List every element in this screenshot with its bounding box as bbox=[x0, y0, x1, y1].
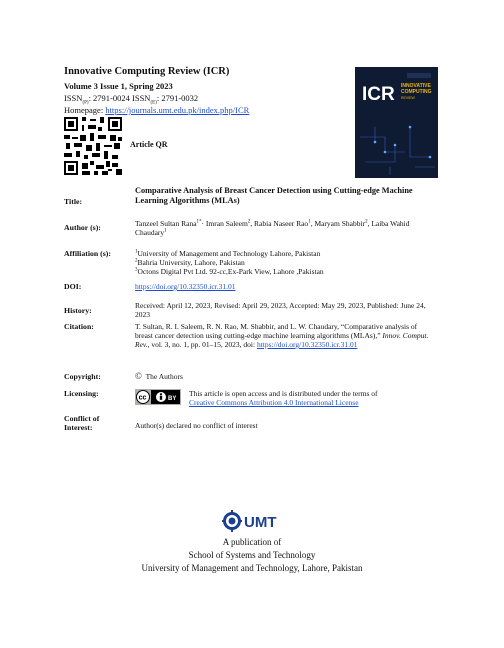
authors-list bbox=[135, 219, 435, 237]
journal-volume: Volume 3 Issue 1, Spring 2023 bbox=[64, 81, 173, 91]
licensing-text bbox=[189, 389, 439, 407]
copyright-icon: © bbox=[135, 371, 142, 381]
affiliation-row bbox=[64, 249, 444, 279]
license-link[interactable]: Creative Commons Attribution 4.0 International License bbox=[189, 398, 359, 407]
doi-link[interactable]: https://doi.org/10.32350.icr.31.01 bbox=[135, 282, 236, 291]
issn-e-sub: (E) bbox=[150, 100, 157, 106]
homepage-label: Homepage: bbox=[64, 105, 106, 115]
cover-line3: REVIEW bbox=[401, 96, 415, 100]
history-label: History: bbox=[64, 306, 92, 315]
citation-row bbox=[64, 322, 444, 364]
copyright-holder: The Authors bbox=[145, 372, 183, 381]
affiliation-item: $^1$University of Management and Technology Lahore, Pakistan bbox=[135, 249, 321, 258]
cover-line2: COMPUTING bbox=[401, 89, 432, 95]
affiliation-label: Affiliation (s): bbox=[64, 249, 111, 258]
doi-label: DOI: bbox=[64, 282, 82, 291]
licensing-terms: This article is open access and is distributed under the terms of bbox=[189, 389, 378, 398]
citation-label: Citation: bbox=[64, 322, 94, 331]
publisher-line3: University of Management and Technology, Lahore, Pakistan bbox=[141, 563, 363, 573]
issn-p: : 2791-0024 ISSN bbox=[88, 93, 151, 103]
title-label: Title: bbox=[64, 197, 83, 206]
qr-label: Article QR bbox=[130, 140, 168, 149]
journal-issn bbox=[64, 93, 198, 106]
author-name: , Laiba Wahid Chaudary bbox=[135, 219, 410, 237]
author-sup: 1 bbox=[308, 219, 311, 225]
affiliation-list bbox=[135, 249, 435, 276]
umt-logo-text: UMT bbox=[244, 514, 277, 531]
citation-post: , vol. 3, no. 1, pp. 01–15, 2023, doi: bbox=[147, 340, 257, 349]
licensing-row bbox=[64, 389, 444, 411]
citation-pre: T. Sultan, R. I. Saleem, R. N. Rao, M. Shabbir, and L. W. Chaudary, “Comparative analysis of breast cancer detection using cutting-edge machine learning algorithms (MLAs),” bbox=[135, 322, 418, 340]
affiliation-item: $^3$Octons Digital Pvt Ltd. 92-cc,Ex-Park View, Lahore ,Pakistan bbox=[135, 267, 324, 276]
author-name: · Imran Saleem bbox=[201, 219, 248, 228]
copyright-label: Copyright: bbox=[64, 372, 101, 381]
journal-cover-image bbox=[355, 67, 438, 178]
history-row bbox=[64, 301, 444, 321]
conflict-row bbox=[64, 414, 444, 434]
author-sup: 1* bbox=[196, 219, 202, 225]
copyright-text bbox=[135, 372, 435, 381]
publisher-line1: A publication of bbox=[222, 537, 282, 547]
author-sup: 1 bbox=[164, 228, 167, 234]
journal-homepage bbox=[64, 105, 249, 115]
cc-by-license-icon[interactable] bbox=[135, 389, 181, 405]
authors-row bbox=[64, 219, 444, 239]
affiliation-item: $^2$Bahria University, Lahore, Pakistan bbox=[135, 258, 245, 267]
conflict-text: Author(s) declared no conflict of interest bbox=[135, 421, 258, 430]
qr-code-icon[interactable] bbox=[64, 117, 122, 175]
doi-row bbox=[64, 282, 444, 294]
conflict-label: Conflict of Interest: bbox=[64, 414, 100, 432]
licensing-label: Licensing: bbox=[64, 389, 99, 398]
author-name: , Rabia Naseer Rao bbox=[250, 219, 309, 228]
umt-logo bbox=[222, 510, 282, 532]
publisher-line2: School of Systems and Technology bbox=[188, 550, 316, 560]
svg-text:BY: BY bbox=[168, 396, 177, 402]
copyright-row bbox=[64, 372, 444, 384]
citation-text bbox=[135, 322, 435, 349]
authors-label: Author (s): bbox=[64, 223, 101, 232]
author-sup: 2 bbox=[365, 219, 368, 225]
journal-title: Innovative Computing Review (ICR) bbox=[64, 66, 230, 77]
issn-e: : 2791-0032 bbox=[156, 93, 199, 103]
cover-line1: INNOVATIVE bbox=[401, 83, 431, 89]
cover-artwork bbox=[355, 67, 438, 178]
homepage-link[interactable]: https://journals.umt.edu.pk/index.php/ICR bbox=[105, 105, 250, 115]
citation-doi-link[interactable]: https://doi.org/10.32350.icr.31.01 bbox=[256, 340, 358, 349]
article-title: Comparative Analysis of Breast Cancer Detection using Cutting-edge Machine Learning Algorithms (MLAs) bbox=[135, 186, 413, 205]
author-sup: 2 bbox=[247, 219, 251, 225]
author-name: , Maryam Shabbir bbox=[310, 219, 366, 228]
cover-logo: ICR bbox=[362, 84, 395, 105]
history-text: Received: April 12, 2023, Revised: April 29, 2023, Accepted: May 29, 2023, Published: June 24, 2023 bbox=[135, 301, 426, 319]
issn-prefix: ISSN bbox=[64, 93, 83, 103]
title-row bbox=[64, 186, 444, 208]
issn-p-sub: (P) bbox=[82, 100, 89, 106]
author-name: Tanzeel Sultan Rana bbox=[135, 219, 197, 228]
svg-text:cc: cc bbox=[138, 394, 147, 402]
citation-journal: Innov. Comput. Rev. bbox=[135, 331, 429, 349]
